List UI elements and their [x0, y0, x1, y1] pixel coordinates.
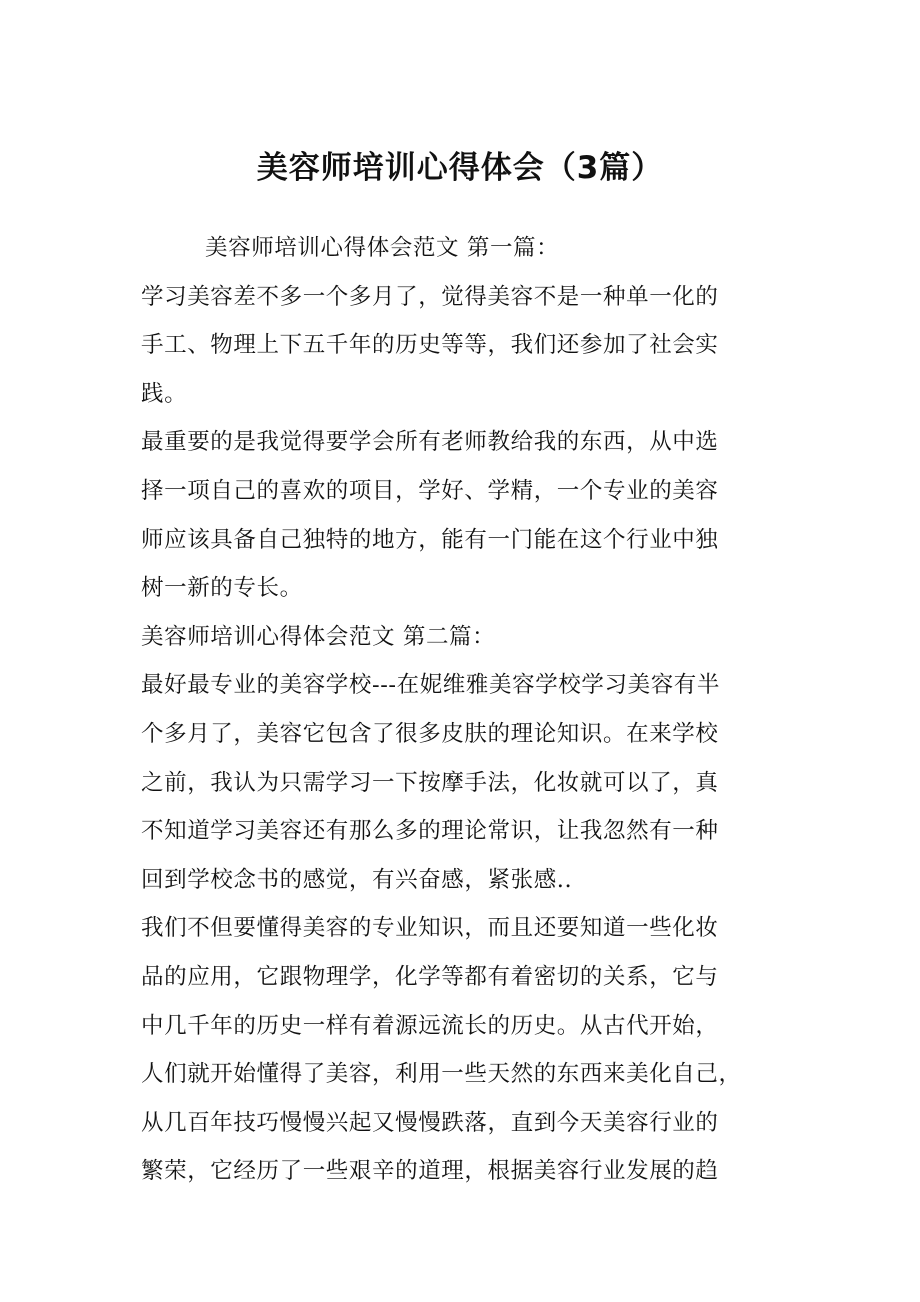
paragraph-line: 繁荣，它经历了一些艰辛的道理，根据美容行业发展的趋	[141, 1158, 719, 1185]
paragraph-line: 最好最专业的美容学校---在妮维雅美容学校学习美容有半	[141, 672, 721, 699]
document-body	[141, 224, 781, 1196]
paragraph-line: 不知道学习美容还有那么多的理论常识，让我忽然有一种	[141, 818, 719, 845]
paragraph-line: 践。	[141, 380, 188, 407]
paragraph-line: 人们就开始懂得了美容，利用一些天然的东西来美化自己，	[141, 1061, 742, 1088]
paragraph-line: 之前，我认为只需学习一下按摩手法，化妆就可以了，真	[141, 769, 719, 796]
paragraph-line: 品的应用，它跟物理学，化学等都有着密切的关系，它与	[141, 963, 719, 990]
section-heading-2: 美容师培训心得体会范文 第二篇：	[141, 623, 496, 650]
paragraph-line: 手工、物理上下五千年的历史等等，我们还参加了社会实	[141, 332, 719, 359]
paragraph-line: 我们不但要懂得美容的专业知识，而且还要知道一些化妆	[141, 915, 719, 942]
paragraph-line: 从几百年技巧慢慢兴起又慢慢跌落，直到今天美容行业的	[141, 1109, 719, 1136]
paragraph-line: 择一项自己的喜欢的项目，学好、学精，一个专业的美容	[141, 477, 719, 504]
paragraph-line: 树一新的专长。	[141, 575, 303, 602]
paragraph-line: 中几千年的历史一样有着源远流长的历史。从古代开始，	[141, 1012, 719, 1039]
paragraph-line: 学习美容差不多一个多月了，觉得美容不是一种单一化的	[141, 283, 719, 310]
paragraph-line: 最重要的是我觉得要学会所有老师教给我的东西，从中选	[141, 429, 719, 456]
section-heading-1: 美容师培训心得体会范文 第一篇：	[205, 235, 560, 261]
document-title: 美容师培训心得体会（3篇）	[256, 150, 664, 186]
paragraph-line: 回到学校念书的感觉，有兴奋感，紧张感..	[141, 866, 573, 893]
paragraph-line: 个多月了，美容它包含了很多皮肤的理论知识。在来学校	[141, 720, 719, 747]
paragraph-line: 师应该具备自己独特的地方，能有一门能在这个行业中独	[141, 526, 719, 553]
